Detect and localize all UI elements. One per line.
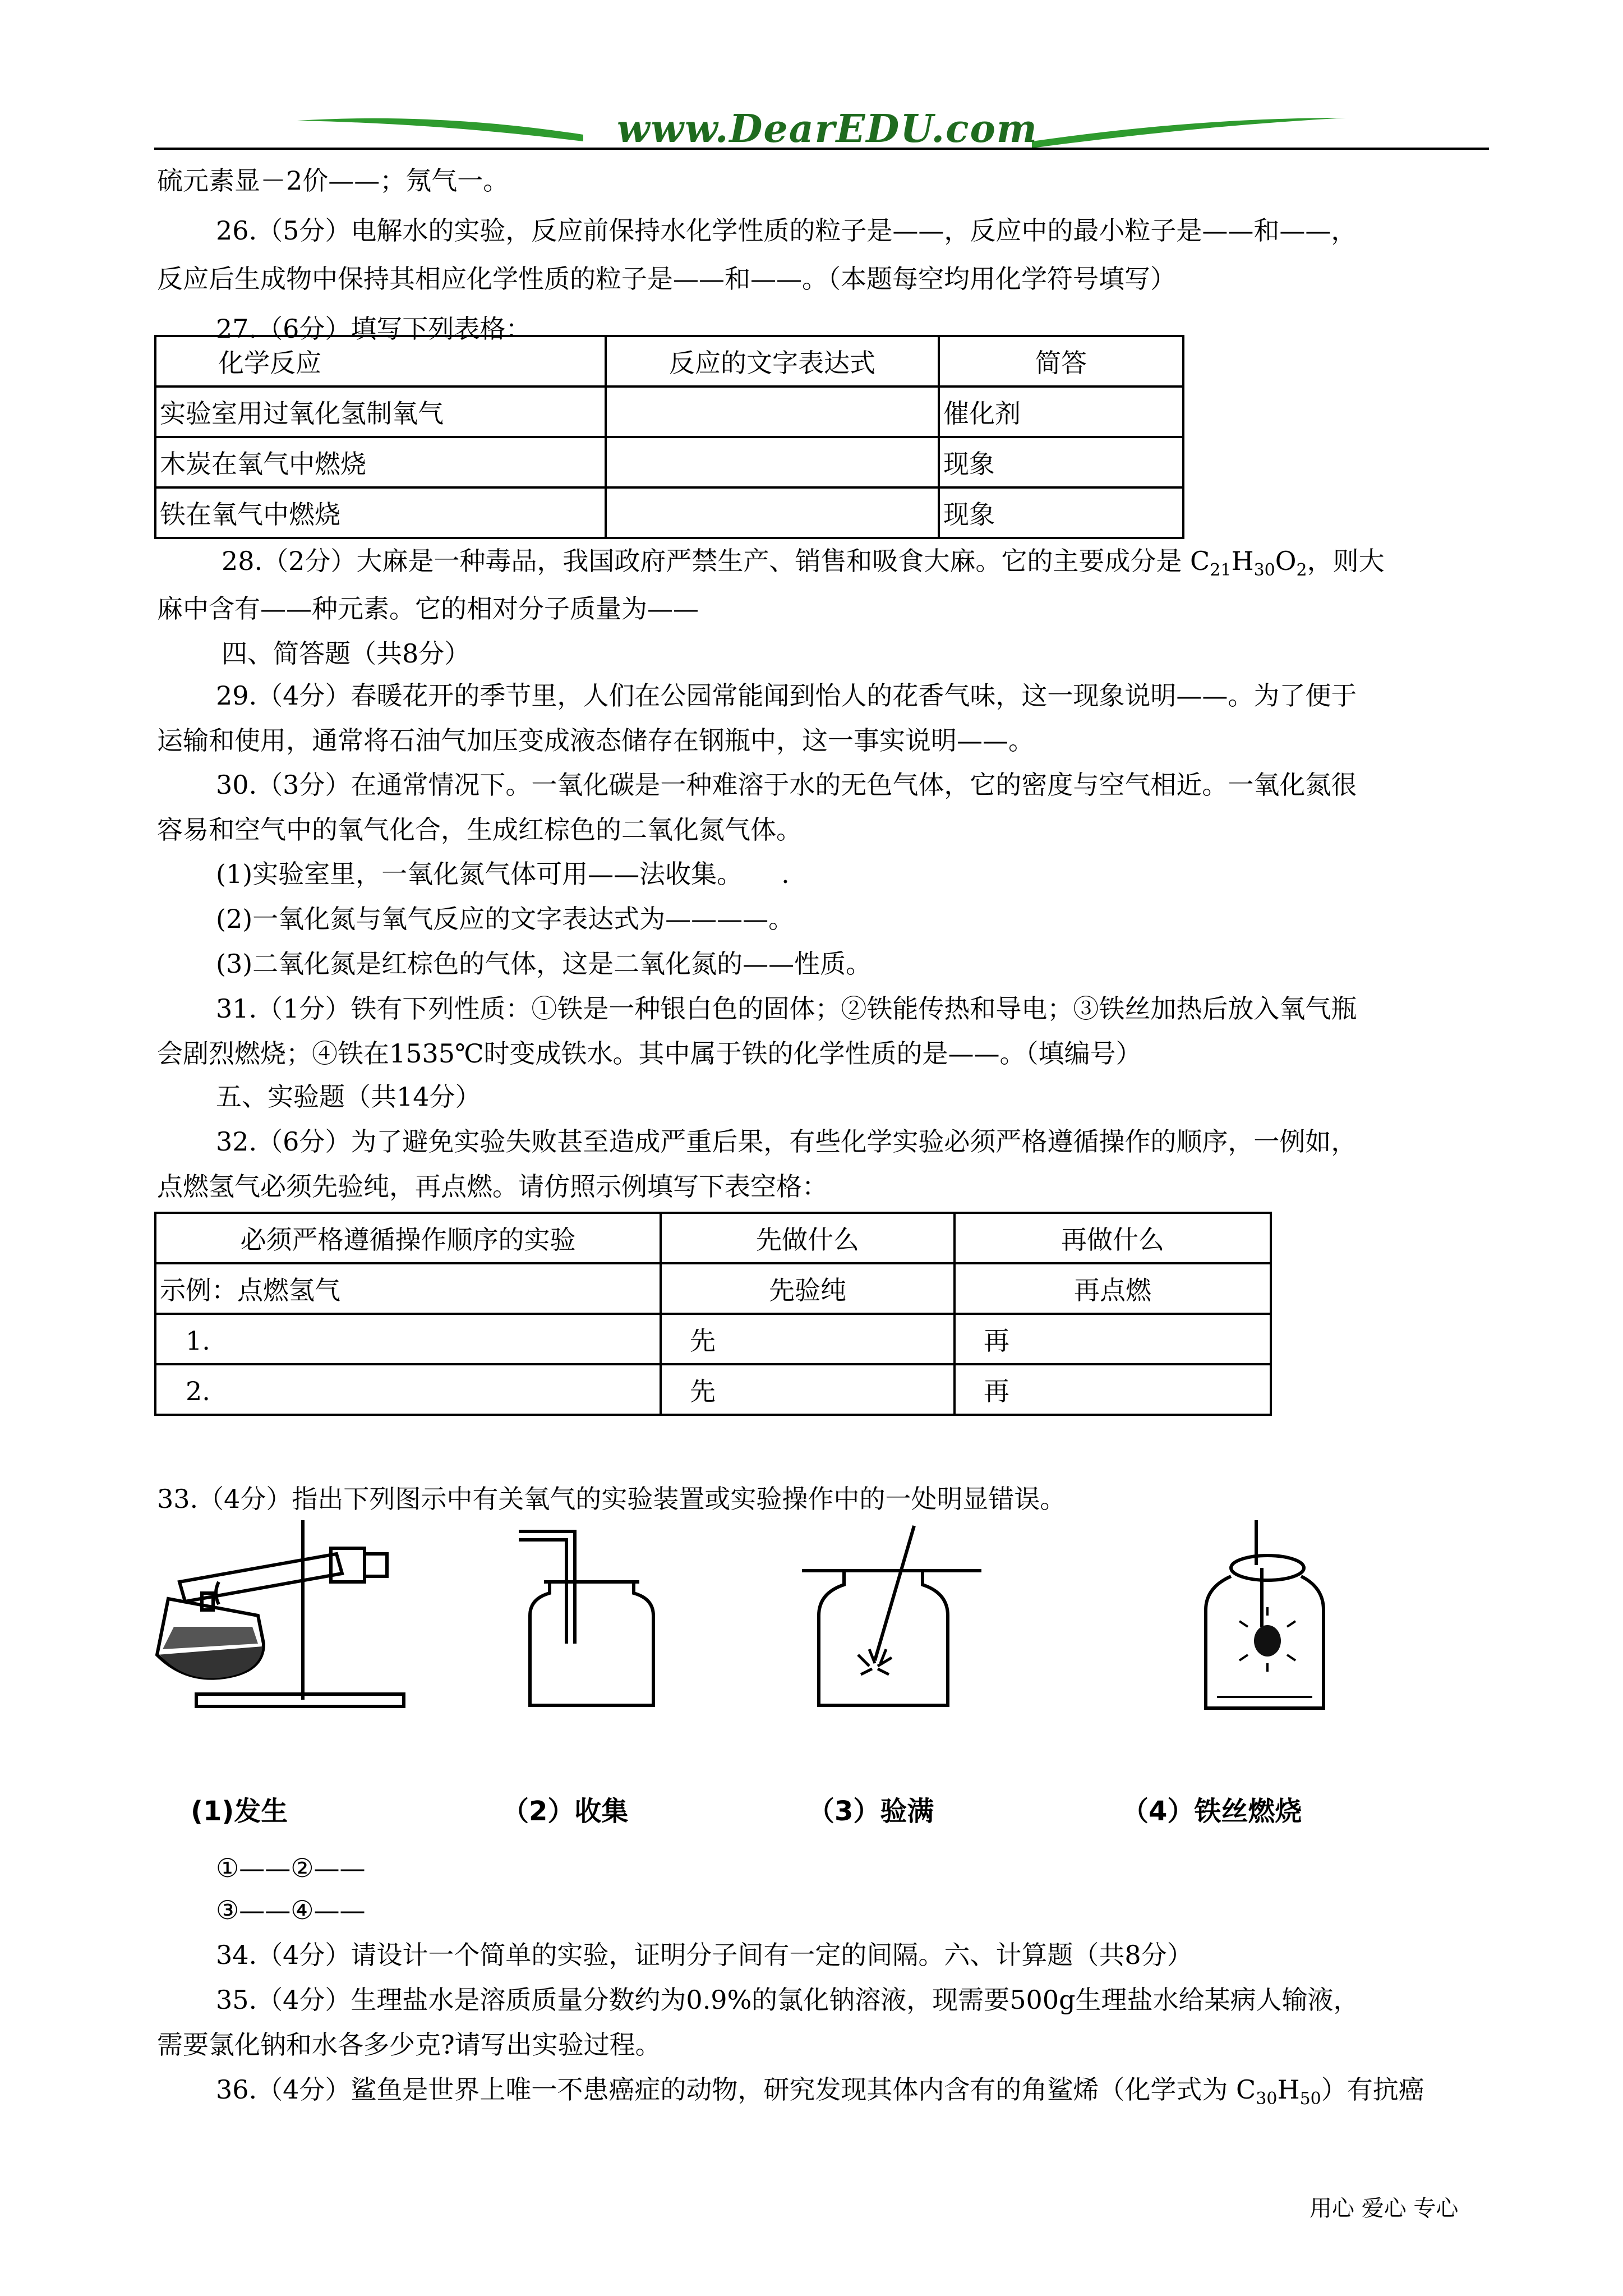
question-31: 31.（1分）铁有下列性质：①铁是一种银白色的固体；②铁能传热和导电；③铁丝加热后放入氧气瓶 xyxy=(216,993,1357,1024)
text-line: 运输和使用，通常将石油气加压变成液态储存在钢瓶中，这一事实说明——。 xyxy=(157,725,1034,756)
text-fragment: ）有抗癌 xyxy=(1321,2074,1424,2105)
text-line: 麻中含有——种元素。它的相对分子质量为—— xyxy=(157,593,699,624)
site-logo[interactable]: www.DearEDU.com xyxy=(617,107,1038,151)
iron-wire-burning-icon xyxy=(1183,1515,1340,1717)
table-header-cell: 再做什么 xyxy=(955,1213,1271,1263)
subscript: 21 xyxy=(1210,560,1232,581)
table-cell: 示例：点燃氢气 xyxy=(155,1263,661,1314)
question-30-1: (1)实验室里，一氧化氮气体可用——法收集。 . xyxy=(216,859,790,889)
text-line: 容易和空气中的氧气化合，生成红棕色的二氧化氮气体。 xyxy=(157,815,802,845)
subscript: 30 xyxy=(1256,2089,1278,2109)
figure-caption-1: (1)发生 xyxy=(191,1796,288,1827)
figure-caption-2: （2）收集 xyxy=(502,1796,629,1827)
section-heading: 五、实验题（共14分） xyxy=(216,1082,481,1112)
figure-caption-4: （4）铁丝燃烧 xyxy=(1122,1796,1302,1827)
page-footer: 用心 爱心 专心 xyxy=(1310,2196,1459,2221)
question-30-2: (2)一氧化氮与氧气反应的文字表达式为————。 xyxy=(216,904,795,934)
table-cell: 先 xyxy=(661,1314,955,1364)
text-fragment: 36.（4分）鲨鱼是世界上唯一不患癌症的动物，研究发现其体内含有的角鲨烯（化学式为 C xyxy=(216,2074,1256,2105)
table-32 xyxy=(154,1212,1272,1416)
header-rule xyxy=(154,148,1489,150)
question-28 xyxy=(222,544,1385,587)
question-30-3: (3)二氧化氮是红棕色的气体，这是二氧化氮的——性质。 xyxy=(216,949,872,979)
answer-line-2: ③——④—— xyxy=(216,1895,366,1925)
text-fragment: ，则大 xyxy=(1307,546,1385,576)
table-cell: 2. xyxy=(155,1364,661,1415)
table-header-cell: 简答 xyxy=(939,336,1183,386)
table-cell: 再点燃 xyxy=(955,1263,1271,1314)
figure-caption-3: （3）验满 xyxy=(808,1796,934,1827)
question-29: 29.（4分）春暖花开的季节里，人们在公园常能闻到怡人的花香气味，这一现象说明——。为了便于 xyxy=(216,680,1357,711)
table-cell: 再 xyxy=(955,1364,1271,1415)
table-header-cell: 先做什么 xyxy=(661,1213,955,1263)
table-cell: 铁在氧气中燃烧 xyxy=(155,487,606,538)
gas-collection-bottle-icon xyxy=(513,1515,670,1717)
table-cell: 再 xyxy=(955,1314,1271,1364)
table-cell: 先验纯 xyxy=(661,1263,955,1314)
question-33: 33.（4分）指出下列图示中有关氧气的实验装置或实验操作中的一处明显错误。 xyxy=(157,1484,1066,1514)
subscript: 50 xyxy=(1299,2089,1321,2109)
oxygen-check-full-icon xyxy=(796,1515,987,1717)
text-line: 点燃氢气必须先验纯，再点燃。请仿照示例填写下表空格： xyxy=(157,1171,828,1202)
oxygen-generation-apparatus-icon xyxy=(151,1515,421,1717)
table-cell: 现象 xyxy=(939,437,1183,487)
table-cell: 催化剂 xyxy=(939,386,1183,437)
text-line: 硫元素显－2价——；氖气一。 xyxy=(157,165,509,196)
text-line: 反应后生成物中保持其相应化学性质的粒子是——和——。（本题每空均用化学符号填写） xyxy=(157,264,1176,294)
table-header-cell: 化学反应 xyxy=(155,336,606,386)
question-36 xyxy=(216,2073,1424,2116)
text-fragment: O xyxy=(1275,546,1297,576)
table-cell: 1. xyxy=(155,1314,661,1364)
section-heading: 四、简答题（共8分） xyxy=(222,638,471,669)
question-34: 34.（4分）请设计一个简单的实验，证明分子间有一定的间隔。六、计算题（共8分） xyxy=(216,1940,1193,1970)
subscript: 30 xyxy=(1253,560,1275,581)
table-cell: 木炭在氧气中燃烧 xyxy=(155,437,606,487)
text-fragment: 28.（2分）大麻是一种毒品，我国政府严禁生产、销售和吸食大麻。它的主要成分是 C xyxy=(222,546,1210,576)
text-line: 会剧烈燃烧；④铁在1535℃时变成铁水。其中属于铁的化学性质的是——。（填编号） xyxy=(157,1038,1142,1069)
table-cell xyxy=(606,437,939,487)
answer-line-1: ①——②—— xyxy=(216,1853,366,1883)
question-27: 27.（6分）填写下列表格： xyxy=(216,314,532,344)
text-fragment: H xyxy=(1231,546,1254,576)
table-27 xyxy=(154,335,1184,539)
question-32: 32.（6分）为了避免实验失败甚至造成严重后果，有些化学实验必须严格遵循操作的顺序，一例如， xyxy=(216,1126,1357,1157)
text-fragment: H xyxy=(1277,2074,1300,2105)
table-cell xyxy=(606,386,939,437)
table-cell: 实验室用过氧化氢制氧气 xyxy=(155,386,606,437)
table-header-cell: 反应的文字表达式 xyxy=(606,336,939,386)
question-30: 30.（3分）在通常情况下。一氧化碳是一种难溶于水的无色气体，它的密度与空气相近。一氧化氮很 xyxy=(216,770,1357,800)
table-cell xyxy=(606,487,939,538)
text-line: 需要氯化钠和水各多少克?请写出实验过程。 xyxy=(157,2030,661,2060)
question-26: 26.（5分）电解水的实验，反应前保持水化学性质的粒子是——，反应中的最小粒子是——和——， xyxy=(216,215,1357,246)
table-cell: 现象 xyxy=(939,487,1183,538)
question-35: 35.（4分）生理盐水是溶质质量分数约为0.9%的氯化钠溶液，现需要500g生理盐水给某病人输液， xyxy=(216,1985,1359,2015)
table-cell: 先 xyxy=(661,1364,955,1415)
subscript: 2 xyxy=(1296,560,1307,581)
table-header-cell: 必须严格遵循操作顺序的实验 xyxy=(155,1213,661,1263)
